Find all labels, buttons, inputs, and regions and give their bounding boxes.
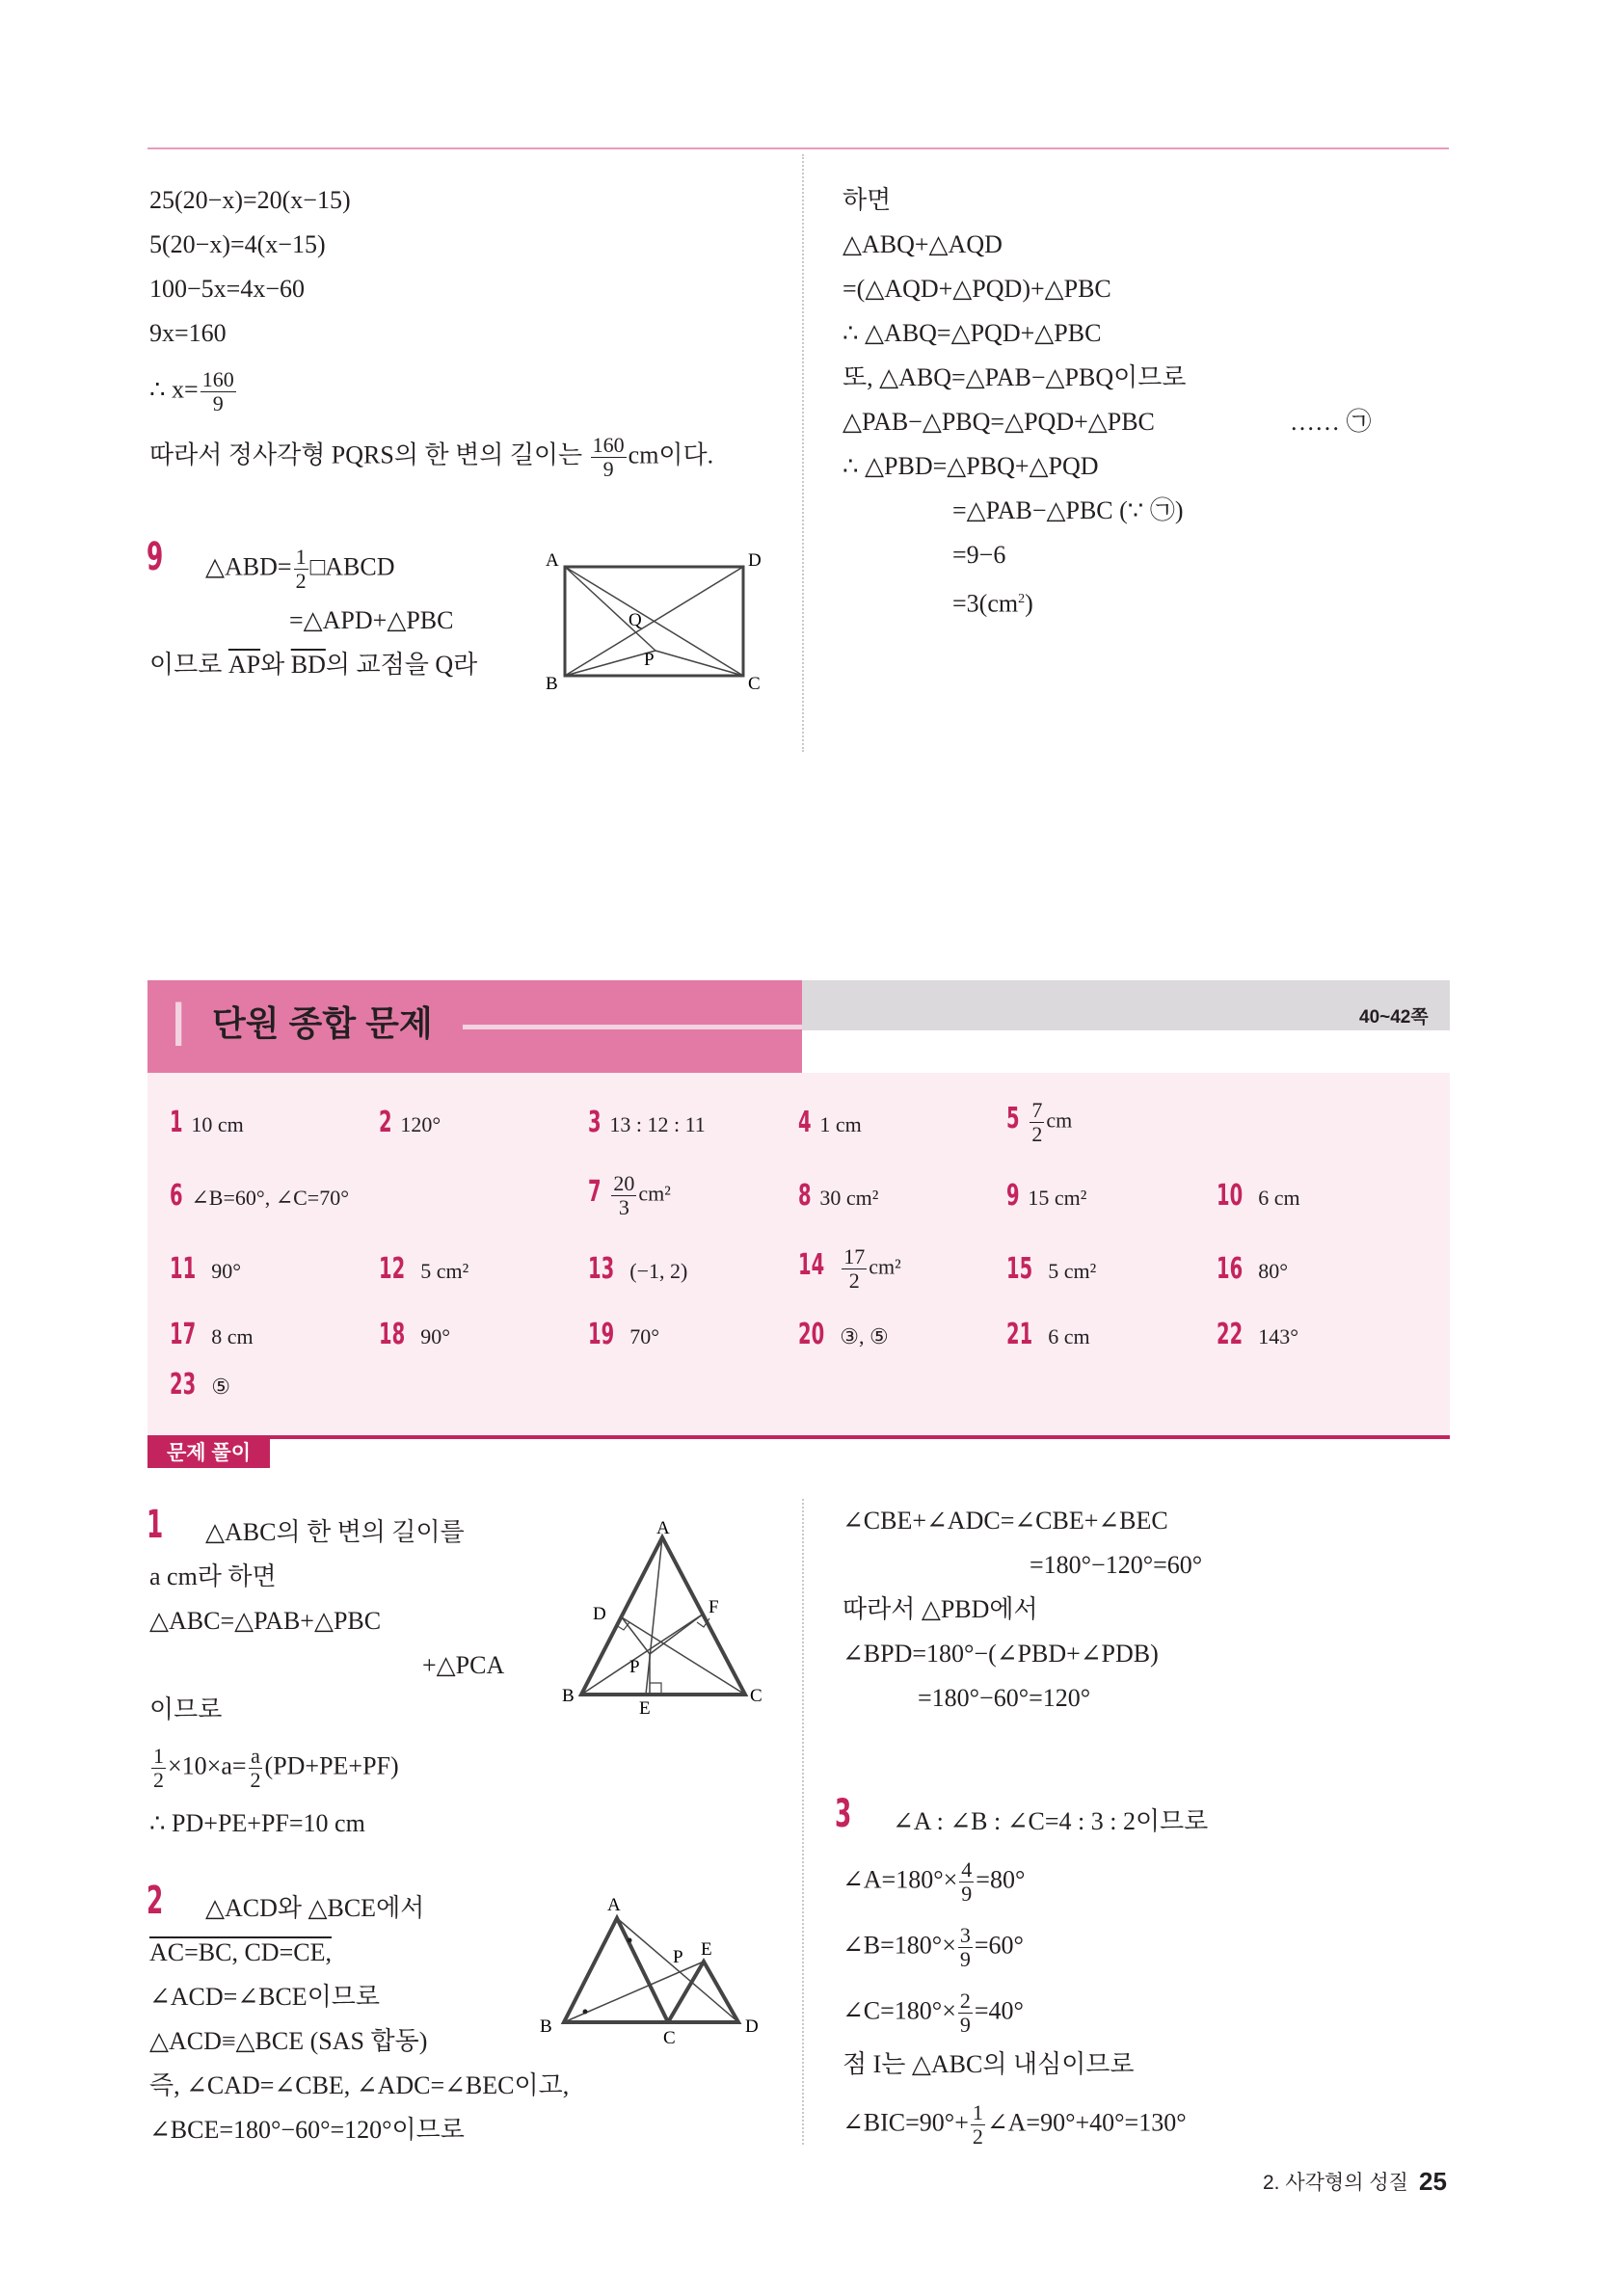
fig2-label-E: E	[701, 1939, 712, 1960]
label-A: A	[546, 550, 559, 571]
footer-chapter: 2. 사각형의 성질	[1263, 2172, 1408, 2194]
x-equals: ∴ x=	[149, 375, 199, 404]
fig1-label-P: P	[629, 1657, 640, 1677]
answers-bottom-rule	[147, 1435, 1450, 1439]
conclusion-line: 따라서 정사각형 PQRS의 한 변의 길이는 $\frac{160}{9}$ cm이다.	[149, 433, 714, 481]
eq-line-5	[149, 368, 238, 415]
solution-3-number: 3	[835, 1792, 852, 1836]
sol3-line-1: ∠A : ∠B : ∠C=4 : 3 : 2이므로	[893, 1807, 1209, 1835]
r-line-7: ∴ △PBD=△PBQ+△PQD	[843, 452, 1099, 480]
column-divider-bottom	[802, 1499, 804, 2145]
sol1-line-2: a cm라 하면	[149, 1562, 277, 1590]
fig2-label-B: B	[540, 2016, 552, 2037]
r-line-9: =9−6	[952, 541, 1006, 569]
answer-10: 10 6 cm	[1217, 1179, 1300, 1213]
fig2-label-A: A	[607, 1895, 621, 1915]
section-title-rule	[463, 1025, 802, 1029]
solution-2-number: 2	[147, 1879, 164, 1923]
sol2c-line-3: 따라서 △PBD에서	[843, 1595, 1038, 1623]
answer-13: 13 (−1, 2)	[588, 1252, 688, 1286]
answer-7: 7 $\frac{20}{3}$ cm²	[588, 1171, 671, 1219]
fig2-label-D: D	[745, 2016, 759, 2037]
answer-22: 22 143°	[1217, 1318, 1299, 1351]
answer-21: 21 6 cm	[1006, 1318, 1090, 1351]
sol2-line-6: ∠BCE=180°−60°=120°이므로	[149, 2116, 465, 2144]
eq-line-3: 100−5x=4x−60	[149, 275, 305, 303]
sol2-line-2: AC=BC, CD=CE,	[149, 1938, 332, 1966]
solution-1-number: 1	[147, 1503, 164, 1547]
r-line-5: 또, △ABQ=△PAB−△PBQ이므로	[843, 363, 1187, 391]
eq-line-2: 5(20−x)=4(x−15)	[149, 230, 326, 258]
solutions-label: 문제 풀이	[147, 1439, 270, 1468]
answer-16: 16 80°	[1217, 1252, 1289, 1286]
answer-3: 3 13 : 12 : 11	[588, 1106, 706, 1139]
sol2c-line-1: ∠CBE+∠ADC=∠CBE+∠BEC	[843, 1507, 1168, 1535]
fig1-label-B: B	[562, 1686, 575, 1706]
sol1-line-6: $\frac{1}{2}$ ×10×a= $\frac{a}{2}$ (PD+PE+PF)	[153, 1744, 399, 1792]
r-line-10: $=3(cm^2)$	[952, 589, 1033, 618]
sol2-line-1: △ACD와 △BCE에서	[205, 1894, 425, 1922]
sol2c-line-4: ∠BPD=180°−(∠PBD+∠PDB)	[843, 1640, 1159, 1668]
label-P: P	[644, 650, 655, 670]
answer-4: 4 1 cm	[798, 1106, 862, 1139]
triangle-figure-2	[530, 1889, 771, 2043]
q9-line-1: △ABD= $\frac{1}{2}$ □ABCD	[205, 545, 395, 593]
r-line-4: ∴ △ABQ=△PQD+△PBC	[843, 319, 1102, 347]
q9-line-2: =△APD+△PBC	[289, 606, 454, 634]
eq-line-1: 25(20−x)=20(x−15)	[149, 186, 351, 214]
answer-18: 18 90°	[379, 1318, 451, 1351]
answer-23: 23 ⑤	[170, 1368, 230, 1402]
answer-6: 6 ∠B=60°, ∠C=70°	[170, 1179, 349, 1213]
label-Q: Q	[629, 610, 642, 630]
sol2-line-5: 즉, ∠CAD=∠CBE, ∠ADC=∠BEC이고,	[149, 2071, 570, 2099]
sol3-angle-a: ∠A=180°× $\frac{4}{9}$ =80°	[843, 1857, 1026, 1906]
top-rule	[147, 147, 1449, 149]
fig2-label-C: C	[663, 2028, 676, 2043]
answer-14: 14 $\frac{17}{2}$ cm²	[798, 1244, 901, 1293]
rectangle-figure	[540, 545, 771, 699]
sol2c-line-2: =180°−120°=60°	[1030, 1551, 1203, 1579]
sol1-line-5: 이므로	[149, 1695, 223, 1723]
answer-2: 2 120°	[379, 1106, 441, 1139]
sol1-line-1: △ABC의 한 변의 길이를	[205, 1518, 465, 1546]
problem-9-number: 9	[147, 535, 164, 579]
sol3-angle-b: ∠B=180°× $\frac{3}{9}$ =60°	[843, 1923, 1024, 1971]
fig1-label-A: A	[656, 1518, 670, 1538]
r-line-6: △PAB−△PBQ=△PQD+△PBC	[843, 408, 1155, 436]
r-line-3: =(△AQD+△PQD)+△PBC	[843, 275, 1111, 303]
answer-12: 12 5 cm²	[379, 1252, 469, 1286]
r-line-8: =△PAB−△PBC (∵ ㉠)	[952, 496, 1184, 524]
answer-17: 17 8 cm	[170, 1318, 254, 1351]
sol1-line-3: △ABC=△PAB+△PBC	[149, 1607, 382, 1635]
eq-line-4: 9x=160	[149, 319, 227, 347]
x-fraction: $\frac{160}{9}$	[201, 367, 234, 415]
sol1-line-7: ∴ PD+PE+PF=10 cm	[149, 1809, 365, 1837]
r-line-2: △ABQ+△AQD	[843, 230, 1003, 258]
answer-8: 8 30 cm²	[798, 1179, 879, 1213]
label-D: D	[748, 550, 762, 571]
column-divider-top	[802, 154, 804, 752]
answer-15: 15 5 cm²	[1006, 1252, 1097, 1286]
sol3-bic: ∠BIC=90°+ $\frac{1}{2}$ ∠A=90°+40°=130°	[843, 2100, 1187, 2149]
section-header-gray	[802, 980, 1450, 1030]
sol1-line-4: +△PCA	[422, 1651, 505, 1679]
fig1-label-F: F	[709, 1597, 719, 1617]
section-title: 단원 종합 문제	[212, 1003, 433, 1043]
sol2-line-3: ∠ACD=∠BCE이므로	[149, 1983, 381, 2011]
answer-20: 20 ③, ⑤	[798, 1318, 889, 1351]
conclusion-fraction: $\frac{160}{9}$	[592, 433, 625, 481]
section-pages: 40~42쪽	[1359, 1007, 1429, 1028]
triangle-figure-1	[554, 1518, 776, 1716]
answer-5: 5 $\frac{7}{2}$ cm	[1006, 1098, 1073, 1146]
r-mark: …… ㉠	[1290, 408, 1372, 436]
fig1-label-E: E	[639, 1698, 651, 1716]
label-C: C	[748, 674, 761, 694]
fig1-label-D: D	[593, 1604, 606, 1624]
r-line-1: 하면	[843, 186, 892, 214]
answer-19: 19 70°	[588, 1318, 660, 1351]
fig1-label-C: C	[750, 1686, 762, 1706]
answer-9: 9 15 cm²	[1006, 1179, 1087, 1213]
sol2-line-4: △ACD≡△BCE (SAS 합동)	[149, 2027, 428, 2055]
fig2-label-P: P	[673, 1947, 683, 1967]
sol3-line-5: 점 I는 △ABC의 내심이므로	[843, 2050, 1135, 2078]
answer-1: 1 10 cm	[170, 1106, 244, 1139]
label-B: B	[546, 674, 558, 694]
footer-page-number: 25	[1419, 2167, 1447, 2196]
answer-11: 11 90°	[170, 1252, 242, 1286]
sol3-angle-c: ∠C=180°× $\frac{2}{9}$ =40°	[843, 1989, 1024, 2037]
section-roman: I	[170, 988, 188, 1059]
sol2c-line-5: =180°−60°=120°	[918, 1684, 1091, 1712]
q9-line-3: 이므로 $\overline{AP}$와 $\overline{BD}$의 교점을 Q라	[149, 651, 478, 679]
